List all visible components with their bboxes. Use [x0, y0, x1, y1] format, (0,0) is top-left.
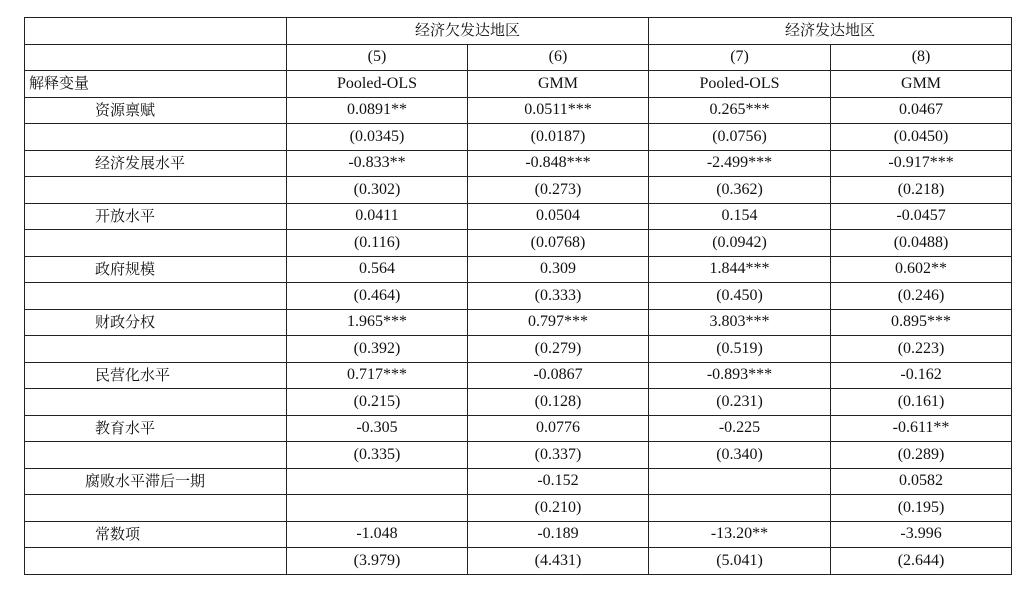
se-row [25, 442, 1012, 469]
se-label-cell [25, 389, 287, 416]
se-cell: (0.0450) [831, 124, 1012, 151]
se-label-cell [25, 442, 287, 469]
se-cell [649, 495, 831, 522]
coef-cell: 0.895*** [831, 309, 1012, 336]
col-number-6: (6) [468, 44, 649, 71]
se-label-cell [25, 230, 287, 257]
se-cell: (0.464) [287, 283, 468, 310]
se-label-cell [25, 548, 287, 575]
col-number-5: (5) [287, 44, 468, 71]
header-method-row [25, 71, 1012, 98]
se-row [25, 283, 1012, 310]
se-cell: (5.041) [649, 548, 831, 575]
variable-label: 腐败水平滞后一期 [25, 468, 287, 495]
se-cell: (0.519) [649, 336, 831, 363]
header-colnum-row [25, 44, 1012, 71]
coef-cell: -0.0867 [468, 362, 649, 389]
coef-row [25, 150, 1012, 177]
se-row [25, 548, 1012, 575]
coef-cell: 1.844*** [649, 256, 831, 283]
coef-cell: -0.189 [468, 521, 649, 548]
coef-cell: 0.717*** [287, 362, 468, 389]
se-label-cell [25, 177, 287, 204]
coef-cell: 0.0467 [831, 97, 1012, 124]
coef-cell: -0.833** [287, 150, 468, 177]
coef-row [25, 203, 1012, 230]
se-cell: (0.0768) [468, 230, 649, 257]
header-group-row [25, 18, 1012, 45]
coef-cell: -0.162 [831, 362, 1012, 389]
se-cell: (0.116) [287, 230, 468, 257]
coef-row [25, 97, 1012, 124]
se-cell: (0.195) [831, 495, 1012, 522]
coef-cell: -0.0457 [831, 203, 1012, 230]
se-cell: (2.644) [831, 548, 1012, 575]
coef-cell: 0.0511*** [468, 97, 649, 124]
se-row [25, 177, 1012, 204]
se-cell: (0.128) [468, 389, 649, 416]
se-cell: (0.0488) [831, 230, 1012, 257]
coef-row [25, 468, 1012, 495]
variable-label: 常数项 [25, 521, 287, 548]
coef-cell: -0.917*** [831, 150, 1012, 177]
se-cell: (0.302) [287, 177, 468, 204]
se-row [25, 389, 1012, 416]
se-cell: (0.210) [468, 495, 649, 522]
col-number-8: (8) [831, 44, 1012, 71]
coef-cell: -0.225 [649, 415, 831, 442]
variable-label: 资源禀赋 [25, 97, 287, 124]
se-cell: (0.362) [649, 177, 831, 204]
se-cell: (0.246) [831, 283, 1012, 310]
coef-cell: 0.0411 [287, 203, 468, 230]
se-cell: (0.218) [831, 177, 1012, 204]
se-cell: (0.0345) [287, 124, 468, 151]
se-cell: (0.450) [649, 283, 831, 310]
group-header-less-developed: 经济欠发达地区 [287, 18, 649, 45]
se-row [25, 336, 1012, 363]
se-label-cell [25, 336, 287, 363]
se-cell: (0.215) [287, 389, 468, 416]
coef-cell [287, 468, 468, 495]
coef-row [25, 415, 1012, 442]
coef-cell: -1.048 [287, 521, 468, 548]
coef-cell: -0.893*** [649, 362, 831, 389]
header-corner-cell [25, 18, 287, 45]
coef-cell: 0.602** [831, 256, 1012, 283]
coef-cell: 0.0891** [287, 97, 468, 124]
se-label-cell [25, 124, 287, 151]
coef-cell: 0.564 [287, 256, 468, 283]
se-cell: (4.431) [468, 548, 649, 575]
coef-row [25, 256, 1012, 283]
coef-cell: 1.965*** [287, 309, 468, 336]
coef-cell: 0.797*** [468, 309, 649, 336]
coef-cell: -0.848*** [468, 150, 649, 177]
coef-cell: -3.996 [831, 521, 1012, 548]
coef-cell [649, 468, 831, 495]
method-6: GMM [468, 71, 649, 98]
method-5: Pooled-OLS [287, 71, 468, 98]
group-header-developed: 经济发达地区 [649, 18, 1012, 45]
variable-label: 民营化水平 [25, 362, 287, 389]
coef-cell: -0.611** [831, 415, 1012, 442]
se-cell: (0.0756) [649, 124, 831, 151]
se-cell: (0.161) [831, 389, 1012, 416]
coef-cell: 0.0582 [831, 468, 1012, 495]
method-7: Pooled-OLS [649, 71, 831, 98]
se-cell: (0.0187) [468, 124, 649, 151]
variable-label: 教育水平 [25, 415, 287, 442]
coef-cell: 0.309 [468, 256, 649, 283]
regression-table-container [24, 17, 1012, 575]
coef-cell: 0.265*** [649, 97, 831, 124]
coef-row [25, 309, 1012, 336]
se-cell: (0.0942) [649, 230, 831, 257]
coef-cell: -13.20** [649, 521, 831, 548]
header-empty-cell [25, 44, 287, 71]
explanatory-variable-header: 解释变量 [25, 71, 287, 98]
se-cell: (3.979) [287, 548, 468, 575]
coef-cell: 3.803*** [649, 309, 831, 336]
variable-label: 政府规模 [25, 256, 287, 283]
se-cell: (0.335) [287, 442, 468, 469]
se-row [25, 495, 1012, 522]
coef-cell: -0.305 [287, 415, 468, 442]
se-row [25, 230, 1012, 257]
method-8: GMM [831, 71, 1012, 98]
se-cell: (0.289) [831, 442, 1012, 469]
se-cell: (0.279) [468, 336, 649, 363]
coef-cell: -2.499*** [649, 150, 831, 177]
regression-table [24, 17, 1012, 575]
se-cell: (0.231) [649, 389, 831, 416]
se-row [25, 124, 1012, 151]
se-cell: (0.340) [649, 442, 831, 469]
coef-cell: 0.0504 [468, 203, 649, 230]
se-label-cell [25, 495, 287, 522]
se-cell: (0.273) [468, 177, 649, 204]
se-cell: (0.392) [287, 336, 468, 363]
se-cell [287, 495, 468, 522]
coef-row [25, 521, 1012, 548]
variable-label: 财政分权 [25, 309, 287, 336]
coef-cell: 0.0776 [468, 415, 649, 442]
se-cell: (0.223) [831, 336, 1012, 363]
coef-cell: 0.154 [649, 203, 831, 230]
variable-label: 开放水平 [25, 203, 287, 230]
se-label-cell [25, 283, 287, 310]
coef-cell: -0.152 [468, 468, 649, 495]
coef-row [25, 362, 1012, 389]
variable-label: 经济发展水平 [25, 150, 287, 177]
col-number-7: (7) [649, 44, 831, 71]
se-cell: (0.333) [468, 283, 649, 310]
se-cell: (0.337) [468, 442, 649, 469]
